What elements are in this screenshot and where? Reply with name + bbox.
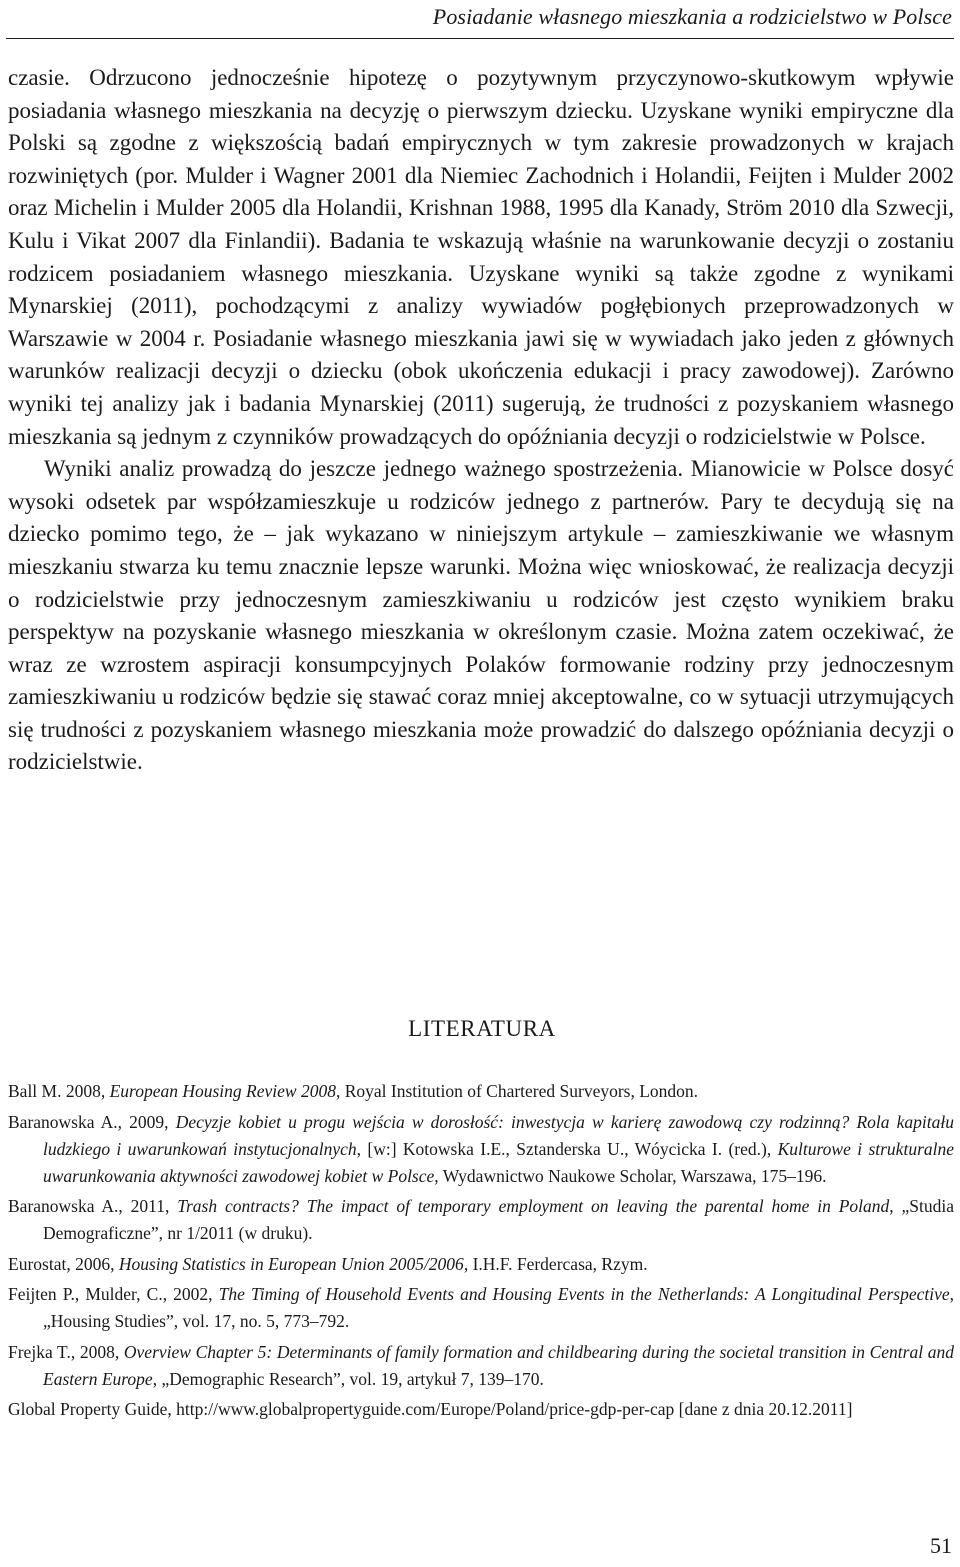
reference-entry: Eurostat, 2006, Housing Statistics in European Union 2005/2006, I.H.F. Ferdercasa, Rzym. xyxy=(8,1253,648,1274)
reference-entry: Baranowska A., 2011, Trash contracts? The impact of temporary employment on leaving the parental home in Poland, „Studia Demograficzne”, nr 1/2011 (w druku). xyxy=(8,1196,954,1243)
running-header: Posiadanie własnego mieszkania a rodzicielstwo w Polsce xyxy=(432,4,952,29)
reference-entry: Global Property Guide, http://www.globalpropertyguide.com/Europe/Poland/price-gdp-per-cap [dane z dnia 20.12.2011] xyxy=(8,1399,853,1419)
reference-entry: Frejka T., 2008, Overview Chapter 5: Determinants of family formation and childbearing during the societal transition in Central and Eastern Europe, „Demographic Research”, vol. 19, artykuł 7, 139–170. xyxy=(8,1341,954,1389)
header-rule xyxy=(6,38,954,39)
body-text xyxy=(8,62,954,779)
reference-entry: Feijten P., Mulder, C., 2002, The Timing of Household Events and Housing Events in the Netherlands: A Longitudinal Perspective, „Housing Studies”, vol. 17, no. 5, 773–792. xyxy=(8,1284,955,1331)
page-number: 51 xyxy=(930,1533,952,1558)
section-heading-literatura: LITERATURA xyxy=(408,1016,556,1041)
bibliography-list xyxy=(8,1078,954,1427)
paragraph-1: czasie. Odrzucono jednocześnie hipotezę o pozytywnym przyczynowo-skutkowym wpływie posiadania własnego mieszkania na decyzję o pierwszym dziecku. Uzyskane wyniki empiryczne dla Polski są zgodne z większością badań empirycznych w tym zakresie prowadzonych w krajach rozwiniętych (por. Mulder i Wagner 2001 dla Niemiec Zachodnich i Holandii, Feijten i Mulder 2002 oraz Michelin i Mulder 2005 dla Holandii, Krishnan 1988, 1995 dla Kanady, Ström 2010 dla Szwecji, Kulu i Vikat 2007 dla Finlandii). Badania te wskazują właśnie na warunkowanie decyzji o zostaniu rodzicem posiadaniem własnego mieszkania. Uzyskane wyniki są także zgodne z wynikami Mynarskiej (2011), pochodzącymi z analizy wywiadów pogłębionych przeprowadzonych w Warszawie w 2004 r. Posiadanie własnego mieszkania jawi się w wywiadach jako jeden z głównych warunków realizacji decyzji o dziecku (obok ukończenia edukacji i pracy zawodowej). Zarówno wyniki tej analizy jak i badania Mynarskiej (2011) sugerują, że trudności z pozyskaniem własnego mieszkania są jednym z czynników prowadzących do opóźniania decyzji o rodzicielstwie w Polsce. xyxy=(8,65,954,449)
reference-entry: Baranowska A., 2009, Decyzje kobiet u progu wejścia w dorosłość: inwestycja w karierę zawodową czy rodzinną? Rola kapitału ludzkiego i uwarunkowań instytucjonalnych, [w:] Kotowska I.E., Sztanderska U., Wóycicka I. (red.), Kulturowe i strukturalne uwarunkowania aktywności zawodowej kobiet w Polsce, Wydawnictwo Naukowe Scholar, Warszawa, 175–196. xyxy=(8,1111,955,1186)
reference-entry: Ball M. 2008, European Housing Review 2008, Royal Institution of Chartered Surveyors, London. xyxy=(8,1081,699,1101)
paragraph-2: Wyniki analiz prowadzą do jeszcze jednego ważnego spostrzeżenia. Mianowicie w Polsce dosyć wysoki odsetek par współzamieszkuje u rodziców jednego z partnerów. Pary te decydują się na dziecko pomimo tego, że – jak wykazano w niniejszym artykule – zamieszkiwanie we własnym mieszkaniu stwarza ku temu znacznie lepsze warunki. Można więc wnioskować, że realizacja decyzji o rodzicielstwie przy jednoczesnym zamieszkiwaniu u rodziców jest często wynikiem braku perspektyw na pozyskanie własnego mieszkania w określonym czasie. Można zatem oczekiwać, że wraz ze wzrostem aspiracji konsumpcyjnych Polaków formowanie rodziny przy jednoczesnym zamieszkiwaniu u rodziców będzie się stawać coraz mniej akceptowalne, co w sytuacji utrzymujących się trudności z pozyskaniem własnego mieszkania może prowadzić do dalszego opóźniania decyzji o rodzicielstwie. xyxy=(8,456,954,775)
